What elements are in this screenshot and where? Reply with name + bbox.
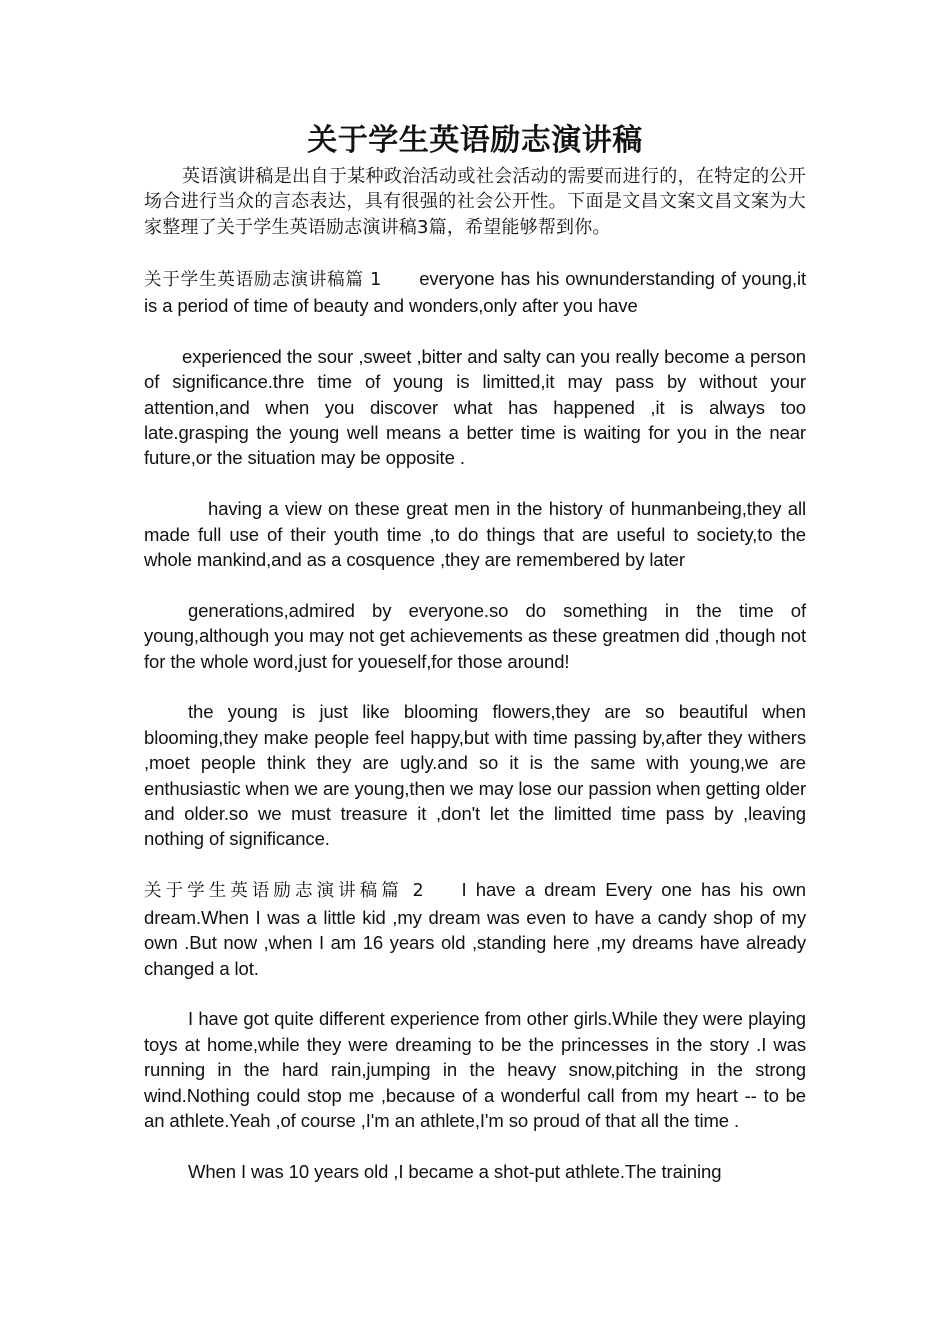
section-1-paragraph-2: having a view on these great men in the history of hunmanbeing,they all made full use of their youth time ,to do things that are useful to society,to the whole mankind,and as a cosquence ,they are remembered by later [144,498,806,571]
section-2-paragraph-2: When I was 10 years old ,I became a shot-put athlete.The training [188,1160,722,1182]
section-2-heading: 关于学生英语励志演讲稿篇 2 [144,881,424,902]
section-1-paragraph-1: experienced the sour ,sweet ,bitter and salty can you really become a person of significance.thre time of young is limitted,it may pass by without your attention,and when you discover what has happened ,it is always too late.grasping the young well means a better time is waiting for you in the near future,or the situation may be opposite . [144,345,806,469]
section-2-lead-text: I have a dream Every one has his own dream.When I was a little kid ,my dream was even to have a candy shop of my own .But now ,when I am 16 years old ,standing here ,my dreams have already changed a lot. [144,879,806,979]
section-2-paragraph-1: I have got quite different experience from other girls.While they were playing toys at home,while they were dreaming to be the princesses in the story .I was running in the hard rain,jumping in the heavy snow,pitching in the strong wind.Nothing could stop me ,because of a wonderful call from my heart -- to be an athlete.Yeah ,of course ,I'm an athlete,I'm so proud of that all the time . [144,1008,806,1131]
document-title: 关于学生英语励志演讲稿 [307,123,643,158]
section-1-paragraph-3: generations,admired by everyone.so do something in the time of young,although you may not get achievements as these greatmen did ,though not for the whole word,just for youeself,for those around! [144,599,806,672]
section-2-lead-paragraph [144,877,806,981]
section-1-heading: 关于学生英语励志演讲稿篇 1 [144,269,382,290]
document-body [144,118,806,1184]
section-1-paragraph-4: the young is just like blooming flowers,they are so beautiful when blooming,they make people feel happy,but with time passing by,after they withers ,moet people think they are ugly.and so it is the same with young,we are enthusiastic when we are young,then we may lose our passion when getting older and older.so we must treasure it ,don't let the limitted time pass by ,leaving nothing of significance. [144,701,806,850]
section-1-lead-paragraph [144,266,806,319]
intro-paragraph: 英语演讲稿是出自于某种政治活动或社会活动的需要而进行的，在特定的公开场合进行当众的言态表达，具有很强的社会公开性。下面是文昌文案文昌文案为大家整理了关于学生英语励志演讲稿3篇，希望能够帮到你。 [144,166,806,238]
section-1-lead-text: everyone has his ownunderstanding of young,it is a period of time of beauty and wonders,only after you have [144,267,807,317]
